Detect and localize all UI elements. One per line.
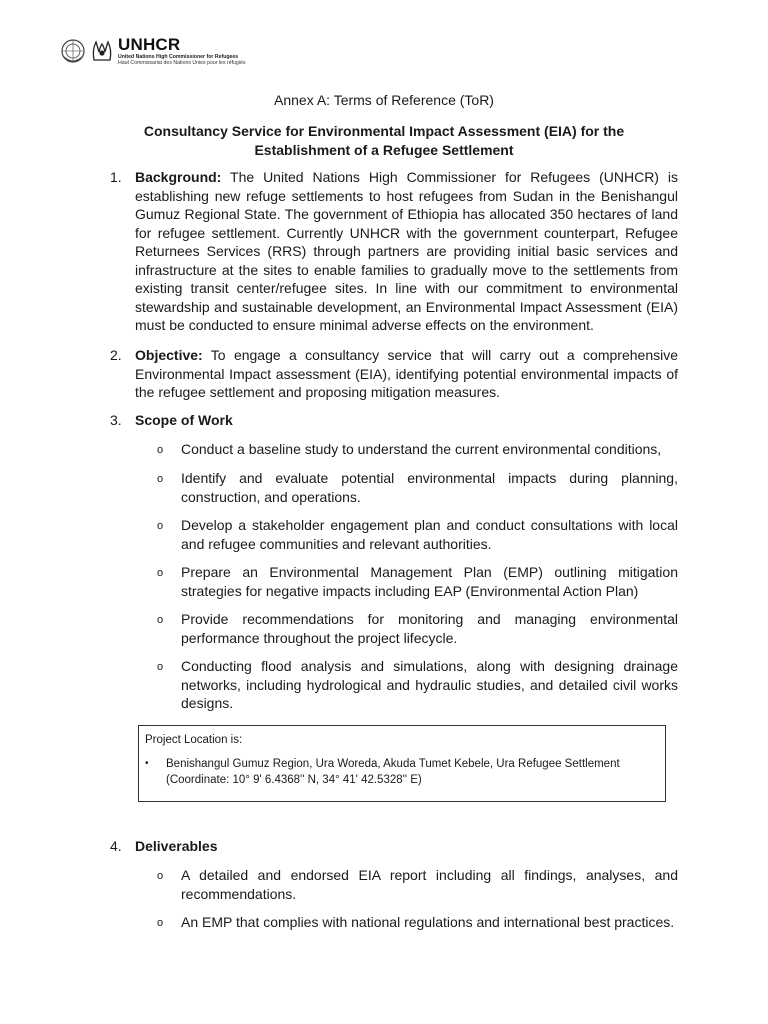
bullet-marker: o: [157, 661, 164, 673]
section-number: 4.: [110, 838, 122, 854]
project-location-box: [138, 725, 666, 802]
page-title: Annex A: Terms of Reference (ToR): [274, 92, 494, 108]
bullet-marker: o: [157, 614, 164, 626]
section-scope: [110, 411, 678, 430]
list-item-text: Conduct a baseline study to understand the current environmental conditions,: [181, 441, 662, 457]
list-item-text: Provide recommendations for monitoring and managing environmental performance throughout the project lifecycle.: [181, 611, 678, 646]
section-objective: [110, 346, 678, 402]
list-item-text: Conducting flood analysis and simulations, along with designing drainage networks, including hydrological and hydraulic studies, and detailed civil works designs.: [181, 658, 678, 711]
bullet-marker: o: [157, 870, 164, 882]
list-item: [110, 469, 678, 506]
location-heading: Project Location is:: [145, 734, 243, 746]
section-text: To engage a consultancy service that will carry out a comprehensive Environmental Impact assessment (EIA), identifying potential environmental impacts of the refugee settlement and proposing mitigation measures.: [135, 347, 678, 400]
section-background: [110, 168, 678, 335]
list-item-text: A detailed and endorsed EIA report including all findings, analyses, and recommendations.: [181, 867, 678, 902]
section-number: 3.: [110, 412, 122, 428]
location-bullet: •: [145, 758, 149, 769]
bullet-marker: o: [157, 567, 164, 579]
list-item: [110, 610, 678, 647]
section-label: Scope of Work: [135, 412, 233, 428]
location-text: Benishangul Gumuz Region, Ura Woreda, Akuda Tumet Kebele, Ura Refugee Settlement (Coordinate: 10° 9' 6.4368'' N, 34° 41' 42.5328'' E): [166, 758, 620, 786]
section-label: Background:: [135, 169, 222, 185]
unhcr-hands-icon: [90, 38, 114, 64]
bullet-marker: o: [157, 917, 164, 929]
bullet-marker: o: [157, 520, 164, 532]
section-label: Objective:: [135, 347, 203, 363]
logo-line-french: Haut Commissariat des Nations Unies pour les réfugiés: [118, 60, 246, 66]
unhcr-logo: [60, 36, 245, 66]
section-deliverables: [110, 837, 678, 856]
list-item-text: Develop a stakeholder engagement plan and conduct consultations with local and refugee communities and relevant authorities.: [181, 517, 678, 552]
section-label: Deliverables: [135, 838, 218, 854]
bullet-marker: o: [157, 473, 164, 485]
list-item: [110, 516, 678, 553]
list-item: [110, 913, 678, 932]
section-text: The United Nations High Commissioner for Refugees (UNHCR) is establishing new refuge settlements to host refugees from Sudan in the Benishangul Gumuz Regional State. The government of Ethiopia has allocated 350 hectares of land for refugee settlement. Currently UNHCR with the government counterpart, Refugee Returnees Services (RRS) through partners are providing initial basic services and infrastructure at the sites to enable families to gradually move to the settlements from existing transit center/refugee sites. In line with our commitment to environmental stewardship and sustainable development, an Environmental Impact Assessment (EIA) must be conducted to ensure minimal adverse effects on the environment.: [135, 169, 678, 333]
list-item: [110, 657, 678, 713]
list-item: [110, 440, 678, 459]
section-number: 2.: [110, 347, 122, 363]
list-item: [110, 563, 678, 600]
list-item-text: Prepare an Environmental Management Plan (EMP) outlining mitigation strategies for negative impacts including EAP (Environmental Action Plan): [181, 564, 678, 599]
page-subtitle: Consultancy Service for Environmental Impact Assessment (EIA) for the Establishment of a Refugee Settlement: [143, 123, 625, 158]
list-item: [110, 866, 678, 903]
section-number: 1.: [110, 169, 122, 185]
list-item-text: Identify and evaluate potential environmental impacts during planning, construction, and operations.: [181, 470, 678, 505]
logo-line-english: United Nations High Commissioner for Refugees: [118, 54, 239, 60]
logo-name: UNHCR: [118, 35, 181, 54]
list-item-text: An EMP that complies with national regulations and international best practices.: [181, 914, 675, 930]
un-emblem-icon: [60, 38, 86, 64]
bullet-marker: o: [157, 444, 164, 456]
